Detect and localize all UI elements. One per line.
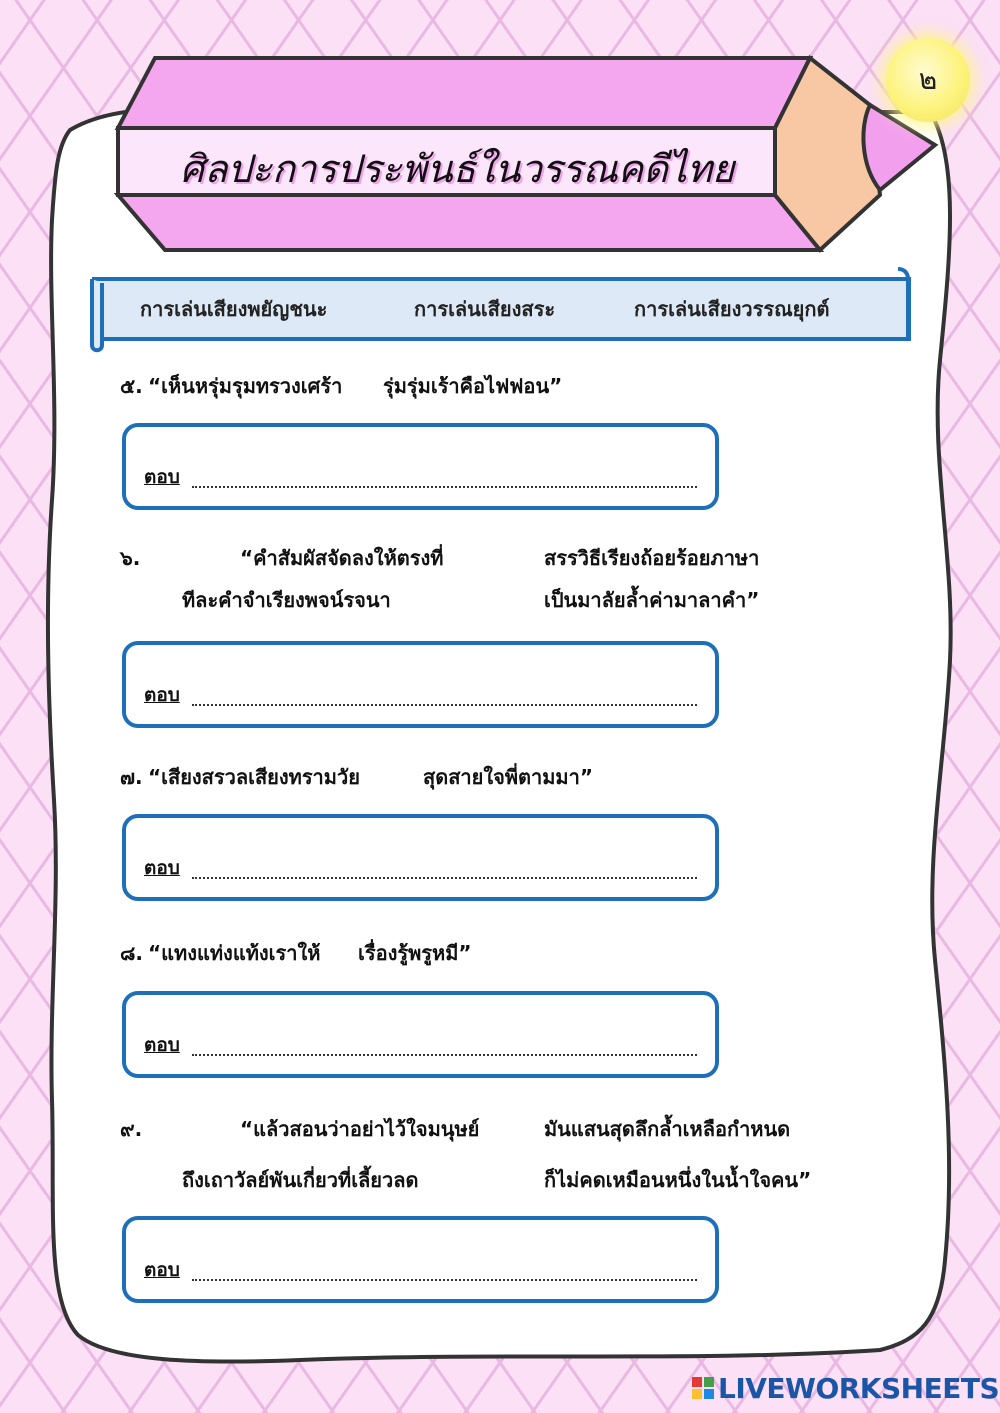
answer-line[interactable] (192, 1044, 697, 1056)
answer-label: ตอบ (144, 684, 180, 706)
question-5-line1-left: “เห็นหรุ่มรุมทรวงเศร้า (148, 374, 343, 398)
answer-label: ตอบ (144, 1034, 180, 1056)
option-tone-play[interactable]: การเล่นเสียงวรรณยุกต์ (634, 297, 830, 321)
answer-box-6[interactable] (122, 641, 719, 728)
option-consonant-play[interactable]: การเล่นเสียงพยัญชนะ (140, 297, 328, 321)
answer-line[interactable] (192, 694, 697, 706)
answer-box-7[interactable] (122, 814, 719, 901)
question-8-line1-left: “แทงแท่งแท้งเราให้ (148, 941, 321, 965)
question-7-line1-right: สุดสายใจพี่ตามมา” (423, 765, 593, 789)
question-9-line2-right: ก็ไม่คดเหมือนหนึ่งในน้ำใจคน” (544, 1168, 812, 1192)
question-6-line1-left: “คำสัมผัสจัดลงให้ตรงที่ (240, 546, 444, 570)
question-9-number: ๙. (120, 1117, 143, 1141)
answer-line[interactable] (192, 1269, 697, 1281)
question-9-line2-left: ถึงเถาวัลย์พันเกี่ยวที่เลี้ยวลด (182, 1168, 419, 1192)
pencil-header (0, 0, 1000, 270)
question-5-line1-right: รุ่มรุ่มเร้าคือไฟฟอน” (383, 374, 563, 398)
answer-box-8[interactable] (122, 991, 719, 1078)
liveworksheets-logo[interactable] (692, 1372, 999, 1404)
question-8-number: ๘. (120, 941, 144, 965)
question-7-line1-left: “เสียงสรวลเสียงทรามวัย (148, 765, 360, 789)
answer-line[interactable] (192, 476, 697, 488)
question-6-line2-right: เป็นมาลัยล้ำค่ามาลาคำ” (544, 588, 760, 612)
answer-label: ตอบ (144, 466, 180, 488)
page-number-badge (886, 38, 970, 122)
option-vowel-play[interactable]: การเล่นเสียงสระ (414, 297, 556, 321)
question-9-line1-right: มันแสนสุดลึกล้ำเหลือกำหนด (544, 1117, 791, 1141)
question-5-number: ๕. (120, 374, 143, 398)
question-9-line1-left: “แล้วสอนว่าอย่าไว้ใจมนุษย์ (240, 1117, 480, 1141)
question-7-number: ๗. (120, 765, 143, 789)
brand-name: LIVEWORKSHEETS (718, 1371, 1000, 1405)
question-6-line2-left: ทีละคำจำเรียงพจน์รจนา (182, 588, 391, 612)
logo-grid-icon (692, 1377, 714, 1399)
answer-box-9[interactable] (122, 1216, 719, 1303)
answer-label: ตอบ (144, 857, 180, 879)
question-8-line1-right: เรื่องรู้พรูหมี” (358, 941, 472, 965)
question-6-line1-right: สรรวิธีเรียงถ้อยร้อยภาษา (544, 546, 760, 570)
question-6-number: ๖. (120, 546, 141, 570)
page-number: ๒ (918, 63, 938, 96)
answer-line[interactable] (192, 867, 697, 879)
answer-box-5[interactable] (122, 423, 719, 510)
answer-label: ตอบ (144, 1259, 180, 1281)
worksheet-title: ศิลปะการประพันธ์ในวรรณคดีไทย (180, 147, 735, 191)
